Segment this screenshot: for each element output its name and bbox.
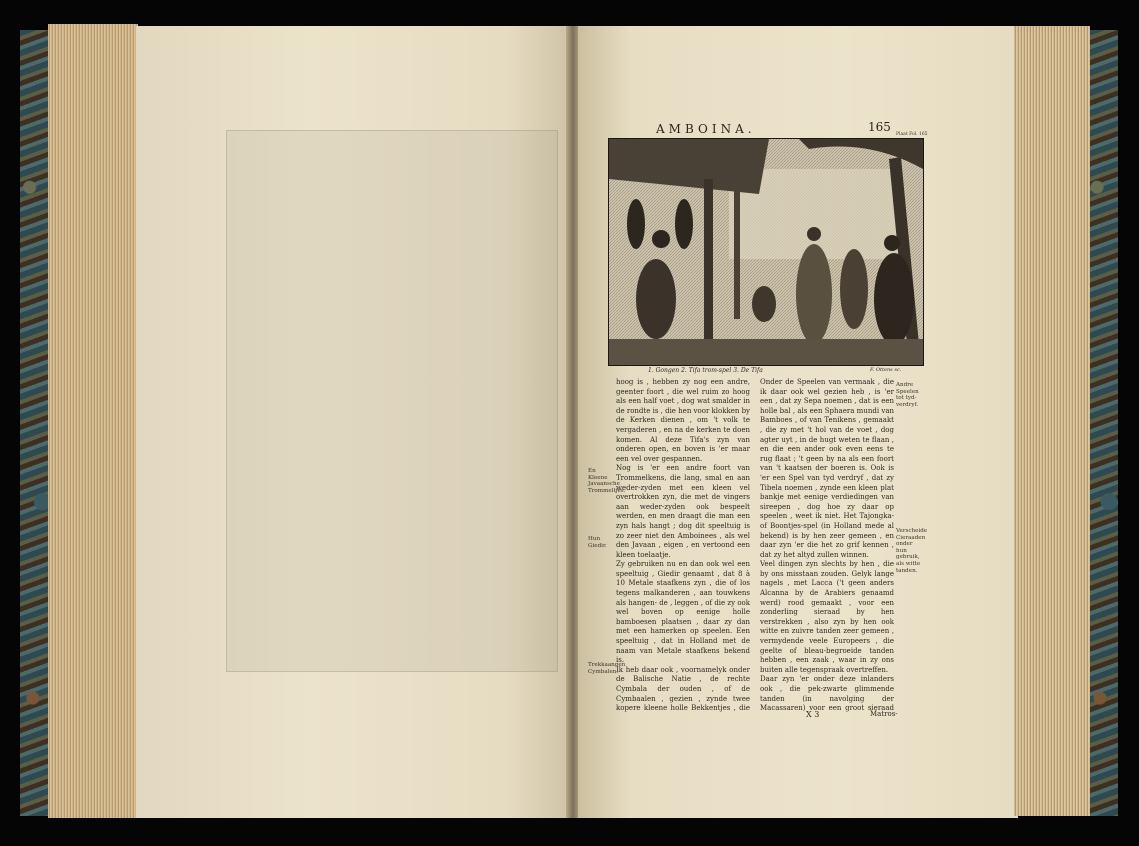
running-header — [656, 122, 756, 136]
margin-note-left-1: En Kleene Javaansche Trommeltjes. — [588, 468, 626, 494]
margin-note-right-1: Andre Speelen tot tyd-verdryf. — [896, 382, 919, 408]
left-page — [136, 26, 572, 818]
right-page-edges — [1014, 26, 1090, 816]
plate-tag: Plaat Fol. 165 — [896, 132, 928, 137]
left-page-edges — [48, 24, 138, 818]
marbled-endpaper-right — [1088, 30, 1118, 816]
plate-signature: F. Ottens sc. — [870, 367, 902, 373]
right-page — [578, 26, 1018, 818]
plate-caption: 1. Gongen 2. Tifa trom-spel 3. De Tifa — [648, 367, 763, 374]
margin-note-left-2: Hun Giedir. — [588, 536, 607, 549]
running-header-text: AMBOINA. — [656, 122, 756, 136]
page-number: 165 — [868, 120, 891, 134]
catchword: Matros- — [870, 710, 898, 718]
engraved-plate — [608, 138, 924, 366]
plate-show-through — [226, 130, 558, 672]
plate-engraving — [609, 139, 923, 365]
margin-note-left-3: Trekkaangen Cymbalen. — [588, 662, 626, 675]
text-column-right: Onder de Speelen van vermaak , die ik daar ook wel gezien heb , is 'er een , dat zy Sepa noemen , dat is een holle bal , als een Sphaera mundi van Bamboes , of van Tenikens , gemaakt , die zy met 't hol van de voet , dog agter uyt , in de hugt weten te flaan , en die een ander ook even eens te rug flaat ; 't geen by na als een foort van 't kaatsen der boeren is. Ook is 'er een Spel van tyd verdryf , dat zy Tibela noemen , zynde een kleen plat bankje met eenige verdiedingen van sireepen , dog hoe zy daar op speelen , weet ik niet. Het Tajongka- of Boontjes-spel (in Holland mede al bekend) is by hen zeer gemeen , en daar zyn 'er die het zo grif kennen , dat zy het altyd zullen winnen. Veel dingen zyn slechts by hen , die by ons misstaan zouden. Gelyk lange nagels , met Lacca ('t geen anders Alcanna by de Arabiers genaamd werd) rood gemaakt , voor een zonderling sieraad by hen verstrekken , also zyn by hen ook witte en zuivre tanden zeer gemeen , vermydende veele Europeers , die geelte of bleau-begroeide tanden hebben , een zaak , waar in zy ons buiten alle tegenspraak overtreffen. Daar zyn 'er onder deze inlanders ook , die pek-zwarte glimmende tanden (in navolging der Macassaren) voor een groot sieraad — [760, 378, 894, 712]
signature-mark: X 3 — [806, 710, 820, 719]
text-column-left: hoog is , hebben zy nog een andre, geenter foort , die wel ruim zo hoog als een half voet , dog wat smalder in de rondte is , die hen voor klokken by de Kerken dienen , om 't volk te vergaderen , en na de kerken te doen komen. Al deze Tifa's zyn van onderen open, en boven is 'er maar een vel over gespannen. Nog is 'er een andre foort van Trommelkens, die lang, smal en aan weder-zyden met een kleen vel overtrokken zyn, die met de vingers aan weder-zyden ook bespeelt werden, en men draagt die man een zyn hals hangt ; dog dit speeltuig is zo zeer niet den Amboinees , als wel den Javaan , eigen , en vertoond een kleen toelaatje. Zy gebruiken nu en dan ook wel een speeltuig , Giedir genaamt , dat 8 à 10 Metale staafkens zyn , die of los tegens malkanderen , aan touwkens als hangen- de , leggen , of die zy ook wel boven op eenige holle bamboesen plaatsen , daar zy dan met een hamerken op speelen. Een speeltuig , dat in Holland met de naam van Metale staafkens bekend is. Ik heb daar ook , voornamelyk onder de Balische Natie , de rechte Cymbala der ouden , of de Cymbaalen , gezien , zynde twee kopere kleene holle Bekkentjes , die — [616, 378, 750, 712]
margin-note-right-2: Verscheide Cieraaden onder hun gebruik, als witte tanden. — [896, 528, 928, 574]
